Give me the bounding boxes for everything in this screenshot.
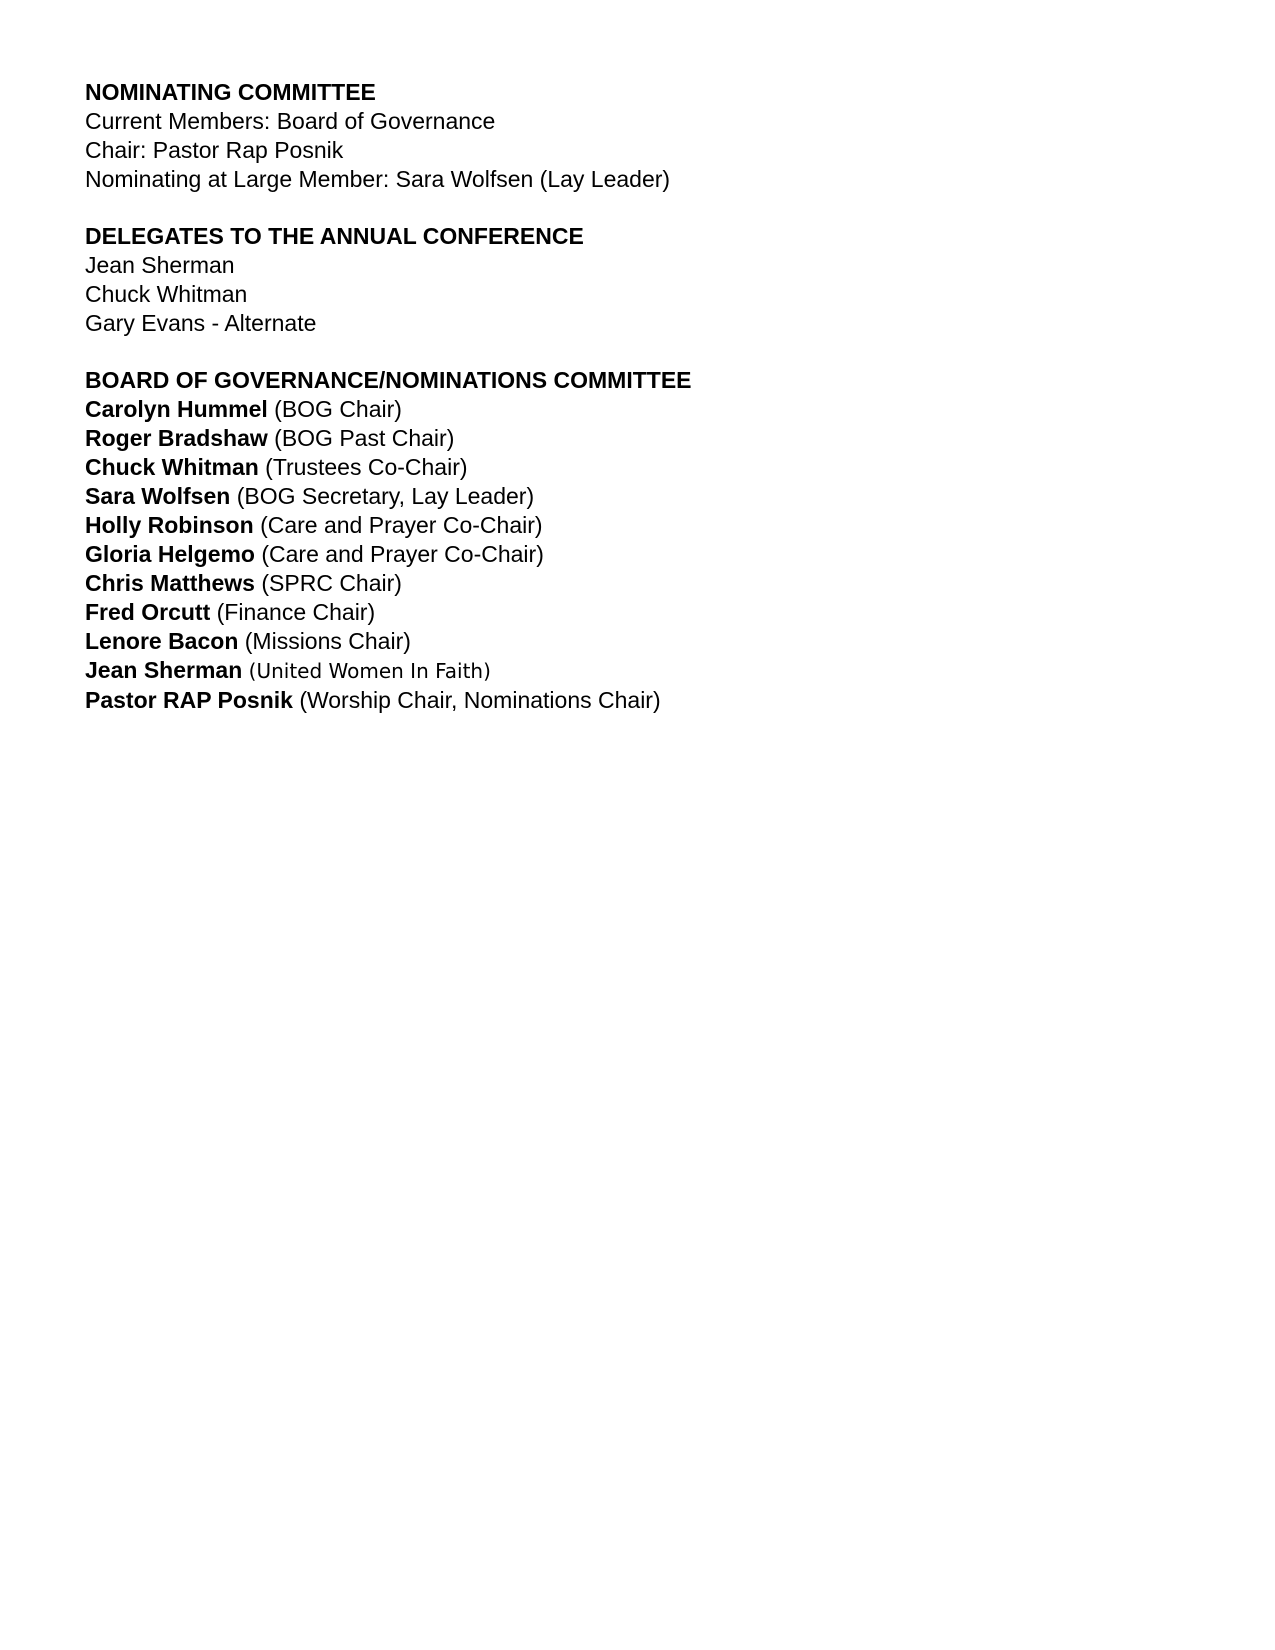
board-member-row: [85, 482, 1185, 511]
board-member-role: (Care and Prayer Co-Chair): [261, 541, 544, 567]
board-member-name: Chris Matthews: [85, 570, 255, 596]
board-member-role: (Care and Prayer Co-Chair): [260, 512, 543, 538]
delegates-section: [85, 222, 1185, 338]
delegate-alternate: Gary Evans - Alternate: [85, 310, 317, 336]
document-content: [85, 78, 1185, 743]
board-member-name: Roger Bradshaw: [85, 425, 268, 451]
board-member-row: [85, 395, 1185, 424]
board-member-role: (BOG Chair): [274, 396, 402, 422]
board-section: [85, 366, 1185, 715]
board-member-role: (SPRC Chair): [261, 570, 402, 596]
nominating-current-members: Current Members: Board of Governance: [85, 108, 496, 134]
board-member-row: [85, 453, 1185, 482]
board-member-name: Jean Sherman: [85, 657, 243, 683]
board-member-name: Lenore Bacon: [85, 628, 239, 654]
board-member-name: Gloria Helgemo: [85, 541, 255, 567]
nominating-at-large-member: Nominating at Large Member: Sara Wolfsen (Lay Leader): [85, 166, 671, 192]
board-member-role: (United Women In Faith): [248, 659, 491, 683]
board-member-name: Sara Wolfsen: [85, 483, 231, 509]
board-member-name: Holly Robinson: [85, 512, 254, 538]
board-heading: BOARD OF GOVERNANCE/NOMINATIONS COMMITTEE: [85, 367, 692, 393]
nominating-chair: Chair: Pastor Rap Posnik: [85, 137, 344, 163]
board-member-role: (BOG Past Chair): [274, 425, 455, 451]
board-member-role: (Finance Chair): [216, 599, 376, 625]
board-member-row: [85, 598, 1185, 627]
delegates-heading: DELEGATES TO THE ANNUAL CONFERENCE: [85, 223, 584, 249]
board-member-row: [85, 627, 1185, 656]
delegate-item: Chuck Whitman: [85, 281, 248, 307]
board-member-name: Fred Orcutt: [85, 599, 211, 625]
board-member-role: (Worship Chair, Nominations Chair): [299, 687, 661, 713]
board-member-row: [85, 656, 1185, 686]
board-member-role: (Trustees Co-Chair): [265, 454, 468, 480]
board-member-row: [85, 540, 1185, 569]
board-member-name: Chuck Whitman: [85, 454, 259, 480]
board-member-name: Pastor RAP Posnik: [85, 687, 293, 713]
nominating-committee-heading: NOMINATING COMMITTEE: [85, 79, 376, 105]
board-member-row: [85, 686, 1185, 715]
board-member-row: [85, 569, 1185, 598]
board-member-role: (Missions Chair): [244, 628, 411, 654]
board-member-name: Carolyn Hummel: [85, 396, 268, 422]
nominating-committee-section: [85, 78, 1185, 194]
board-member-row: [85, 511, 1185, 540]
delegate-item: Jean Sherman: [85, 252, 235, 278]
board-member-role: (BOG Secretary, Lay Leader): [236, 483, 535, 509]
board-member-row: [85, 424, 1185, 453]
